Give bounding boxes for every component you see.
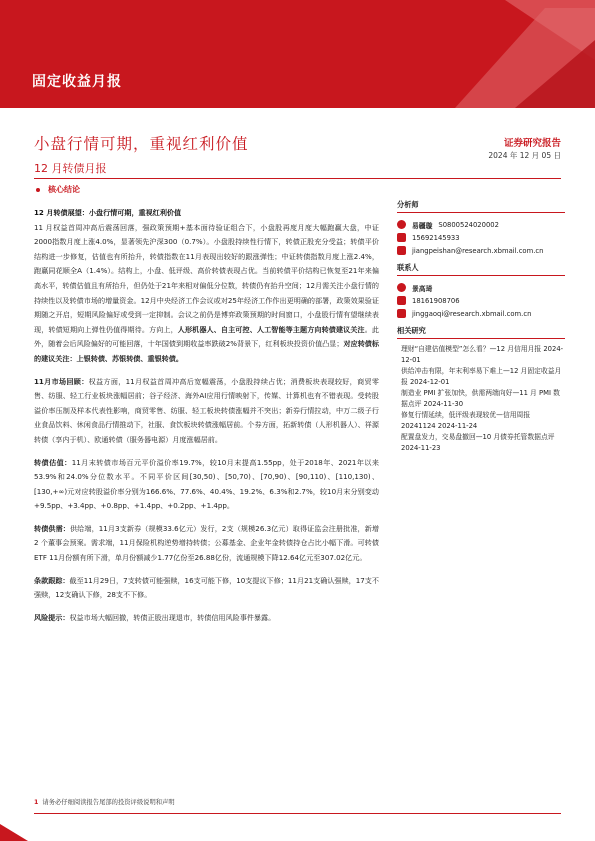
outlook-text-a: 11 月权益首周冲高后震荡回落，强政策预期+基本面待验证组合下，小盘股再度月度大幅跑赢大盘，中证2000指数月度上涨4.0%，显著领先沪深300（0.7%）。小盘股持续性行情下，转债正股充分受益；转债平价结构进一步修复，估值也有所抬升，转债指数在11月表现出较好的跟涨弹性；中证转债指数月度上涨2.4%，跑赢同花顺全A（1.4%）。结构上，小盘、低评级、高价转债表现占优。当前转债平价结构已恢复至21年来偏高水平，转债估值且有所抬升，但仍处于21年来相对偏低分位数，转债仍有抬升空间；12月需关注小盘行情的持续性以及转债市场的增量资金。12月中央经济工作会议或对25年经济工作作出更明确的部署，政策效果验证期随之开启，短期风险偏好或受到一定抑制。会议之前仍是博弈政策预期的时间窗口，小盘股行情有望继续表现，转债短期向上弹性仍值得期待。方向上， <box>34 222 379 334</box>
related-research-item[interactable]: 修复行情延续，低评级表现较优—信用周报 20241124 2024-11-24 <box>401 411 531 430</box>
outlook-text-c: 。此外，随着会后风险偏好的可能回落，十年国债到期收益率跌破2%背景下，红利板块投资价值凸显； <box>34 324 380 349</box>
related-research-item[interactable]: 配置盘发力，交易盘撤回—10 月债券托管数据点评 2024-11-23 <box>401 433 555 452</box>
valuation-label: 转债估值： <box>34 457 72 467</box>
valuation-paragraph <box>34 456 379 514</box>
related-research-heading: 相关研究 <box>397 326 565 339</box>
footer-divider <box>34 813 561 814</box>
analyst-license: S0800524020002 <box>438 220 499 229</box>
email-icon <box>397 246 406 255</box>
email-icon <box>397 309 406 318</box>
person-icon <box>397 283 406 292</box>
analyst-phone: 15692145933 <box>412 233 460 242</box>
phone-icon <box>397 233 406 242</box>
contact-name: 景高琦 <box>412 284 433 293</box>
corner-decoration <box>0 818 40 841</box>
person-icon <box>397 220 406 229</box>
outlook-paragraph <box>34 221 379 367</box>
footer-disclaimer: 请务必仔细阅读报告尾部的投资评级说明和声明 <box>42 799 175 806</box>
contact-email[interactable]: jinggaoqi@research.xbmail.com.cn <box>412 309 532 318</box>
market-review-paragraph <box>34 375 379 448</box>
outlook-heading: 12 月转债展望：小盘行情可期，重视红利价值 <box>34 208 182 217</box>
analyst-name-row <box>397 218 565 231</box>
analyst-email-row[interactable] <box>397 244 565 257</box>
phone-icon <box>397 296 406 305</box>
contact-phone: 18161908706 <box>412 296 460 305</box>
supply-demand-label: 转债供需： <box>34 523 70 533</box>
banner-decoration <box>395 0 595 108</box>
sidebar <box>397 200 565 454</box>
clause-tracking-label: 条款跟踪： <box>34 575 70 585</box>
market-review-text: 权益方面，11月权益首周冲高后宽幅震荡，小盘股持续占优；消费板块表现较好，商贸零售、纺服、轻工行业板块涨幅居前；谷子经济、海外AI应用行情映射下，传媒、计算机也有不错表现。受转股溢价率压制及样本代表性影响，商贸零售、纺服、轻工板块转债涨幅并不突出；新券行情拉动，中万二级子行业食品饮料、休闲食品行情推动下，社服、食饮板块转债涨幅居前。个券方面，拓新转债（人形机器人）、祥源转债（享内于机）、欧通转债（服务器电源）月度涨幅居前。 <box>34 376 379 444</box>
related-research-item[interactable]: 制造业 PMI 扩张加快，供需两端向好—11 月 PMI 数据点评 2024-11-30 <box>401 389 560 408</box>
outlook-text-b: 人形机器人、自主可控、人工智能等主题方向转债建议关注 <box>177 324 365 334</box>
contact-email-row[interactable] <box>397 307 565 320</box>
risk-text: 权益市场大幅回撤，转债正股出现退市，转债信用风险事件暴露。 <box>69 612 276 622</box>
core-label: 核心结论 <box>48 185 80 194</box>
report-section-label: 固定收益月报 <box>32 74 122 90</box>
risk-paragraph <box>34 611 379 626</box>
outlook-text-d: 对应转债标的建议关注：上银转债、苏银转债、重银转债。 <box>34 339 379 363</box>
risk-label: 风险提示： <box>34 612 70 622</box>
title-divider <box>34 178 561 179</box>
body-text <box>34 206 379 633</box>
contact-phone-row <box>397 294 565 307</box>
analyst-phone-row <box>397 231 565 244</box>
supply-demand-paragraph <box>34 522 379 566</box>
report-subtitle: 12 月转债月报 <box>34 162 107 175</box>
contact-name-row <box>397 281 565 294</box>
bullet-icon <box>36 188 40 192</box>
analyst-heading: 分析师 <box>397 200 565 213</box>
analyst-name: 易疆璇 <box>412 221 433 230</box>
analyst-email[interactable]: jiangpeishan@research.xbmail.com.cn <box>412 246 544 255</box>
related-research-item[interactable]: 供给冲击有限，年末利率易下难上—12 月固定收益月报 2024-12-01 <box>401 367 562 386</box>
related-research-item[interactable]: 理财“自建估值模型”怎么看？—12 月信用月报 2024-12-01 <box>401 345 564 364</box>
core-conclusion-heading <box>36 184 80 195</box>
clause-tracking-paragraph <box>34 574 379 603</box>
report-date: 2024 年 12 月 05 日 <box>488 151 561 160</box>
brand-label: 证券研究报告 <box>503 138 561 149</box>
market-review-label: 11月市场回顾： <box>34 376 89 386</box>
header-banner <box>0 0 595 108</box>
footer <box>34 797 175 806</box>
clause-tracking-text: 截至11月29日，7支转债可能强赎，16支可能下修，10支提议下修；11月21支确认强赎，17支不强赎，12支确认下修，28支不下修。 <box>34 575 380 600</box>
supply-demand-text: 供给端，11月3支新券（规模33.6亿元）发行，2支（规模26.3亿元）取得证监会注册批准，新增 2 个董事会预案。需求端，11月保险机构逆势增持转债；公募基金、企业年金转债持仓占比小幅下滑。可转债ETF 11月份额有所下滑，单月份额减少1.77亿份至26.88亿份，流通规模下降12.64亿元至307.02亿元。 <box>34 523 380 563</box>
page-number: 1 <box>34 799 39 806</box>
report-title: 小盘行情可期，重视红利价值 <box>34 135 249 153</box>
valuation-text: 11月末转债市场百元平价溢价率19.7%，较10月末提高1.55pp，处于2018年、2021年以来53.9%和24.0%分位数水平。不同平价区间[30,50)、[50,70)、[70,90)、[90,110)、[110,130)、[130,+∞)元对应转股溢价率分别为166.6%、77.6%、40.4%、19.2%、6.3%和2.7%，较10月末分别变动+9.5pp、+3.4pp、+0.8pp、+1.4pp、+0.2pp、+1.4pp。 <box>34 457 379 511</box>
contact-heading: 联系人 <box>397 263 565 276</box>
